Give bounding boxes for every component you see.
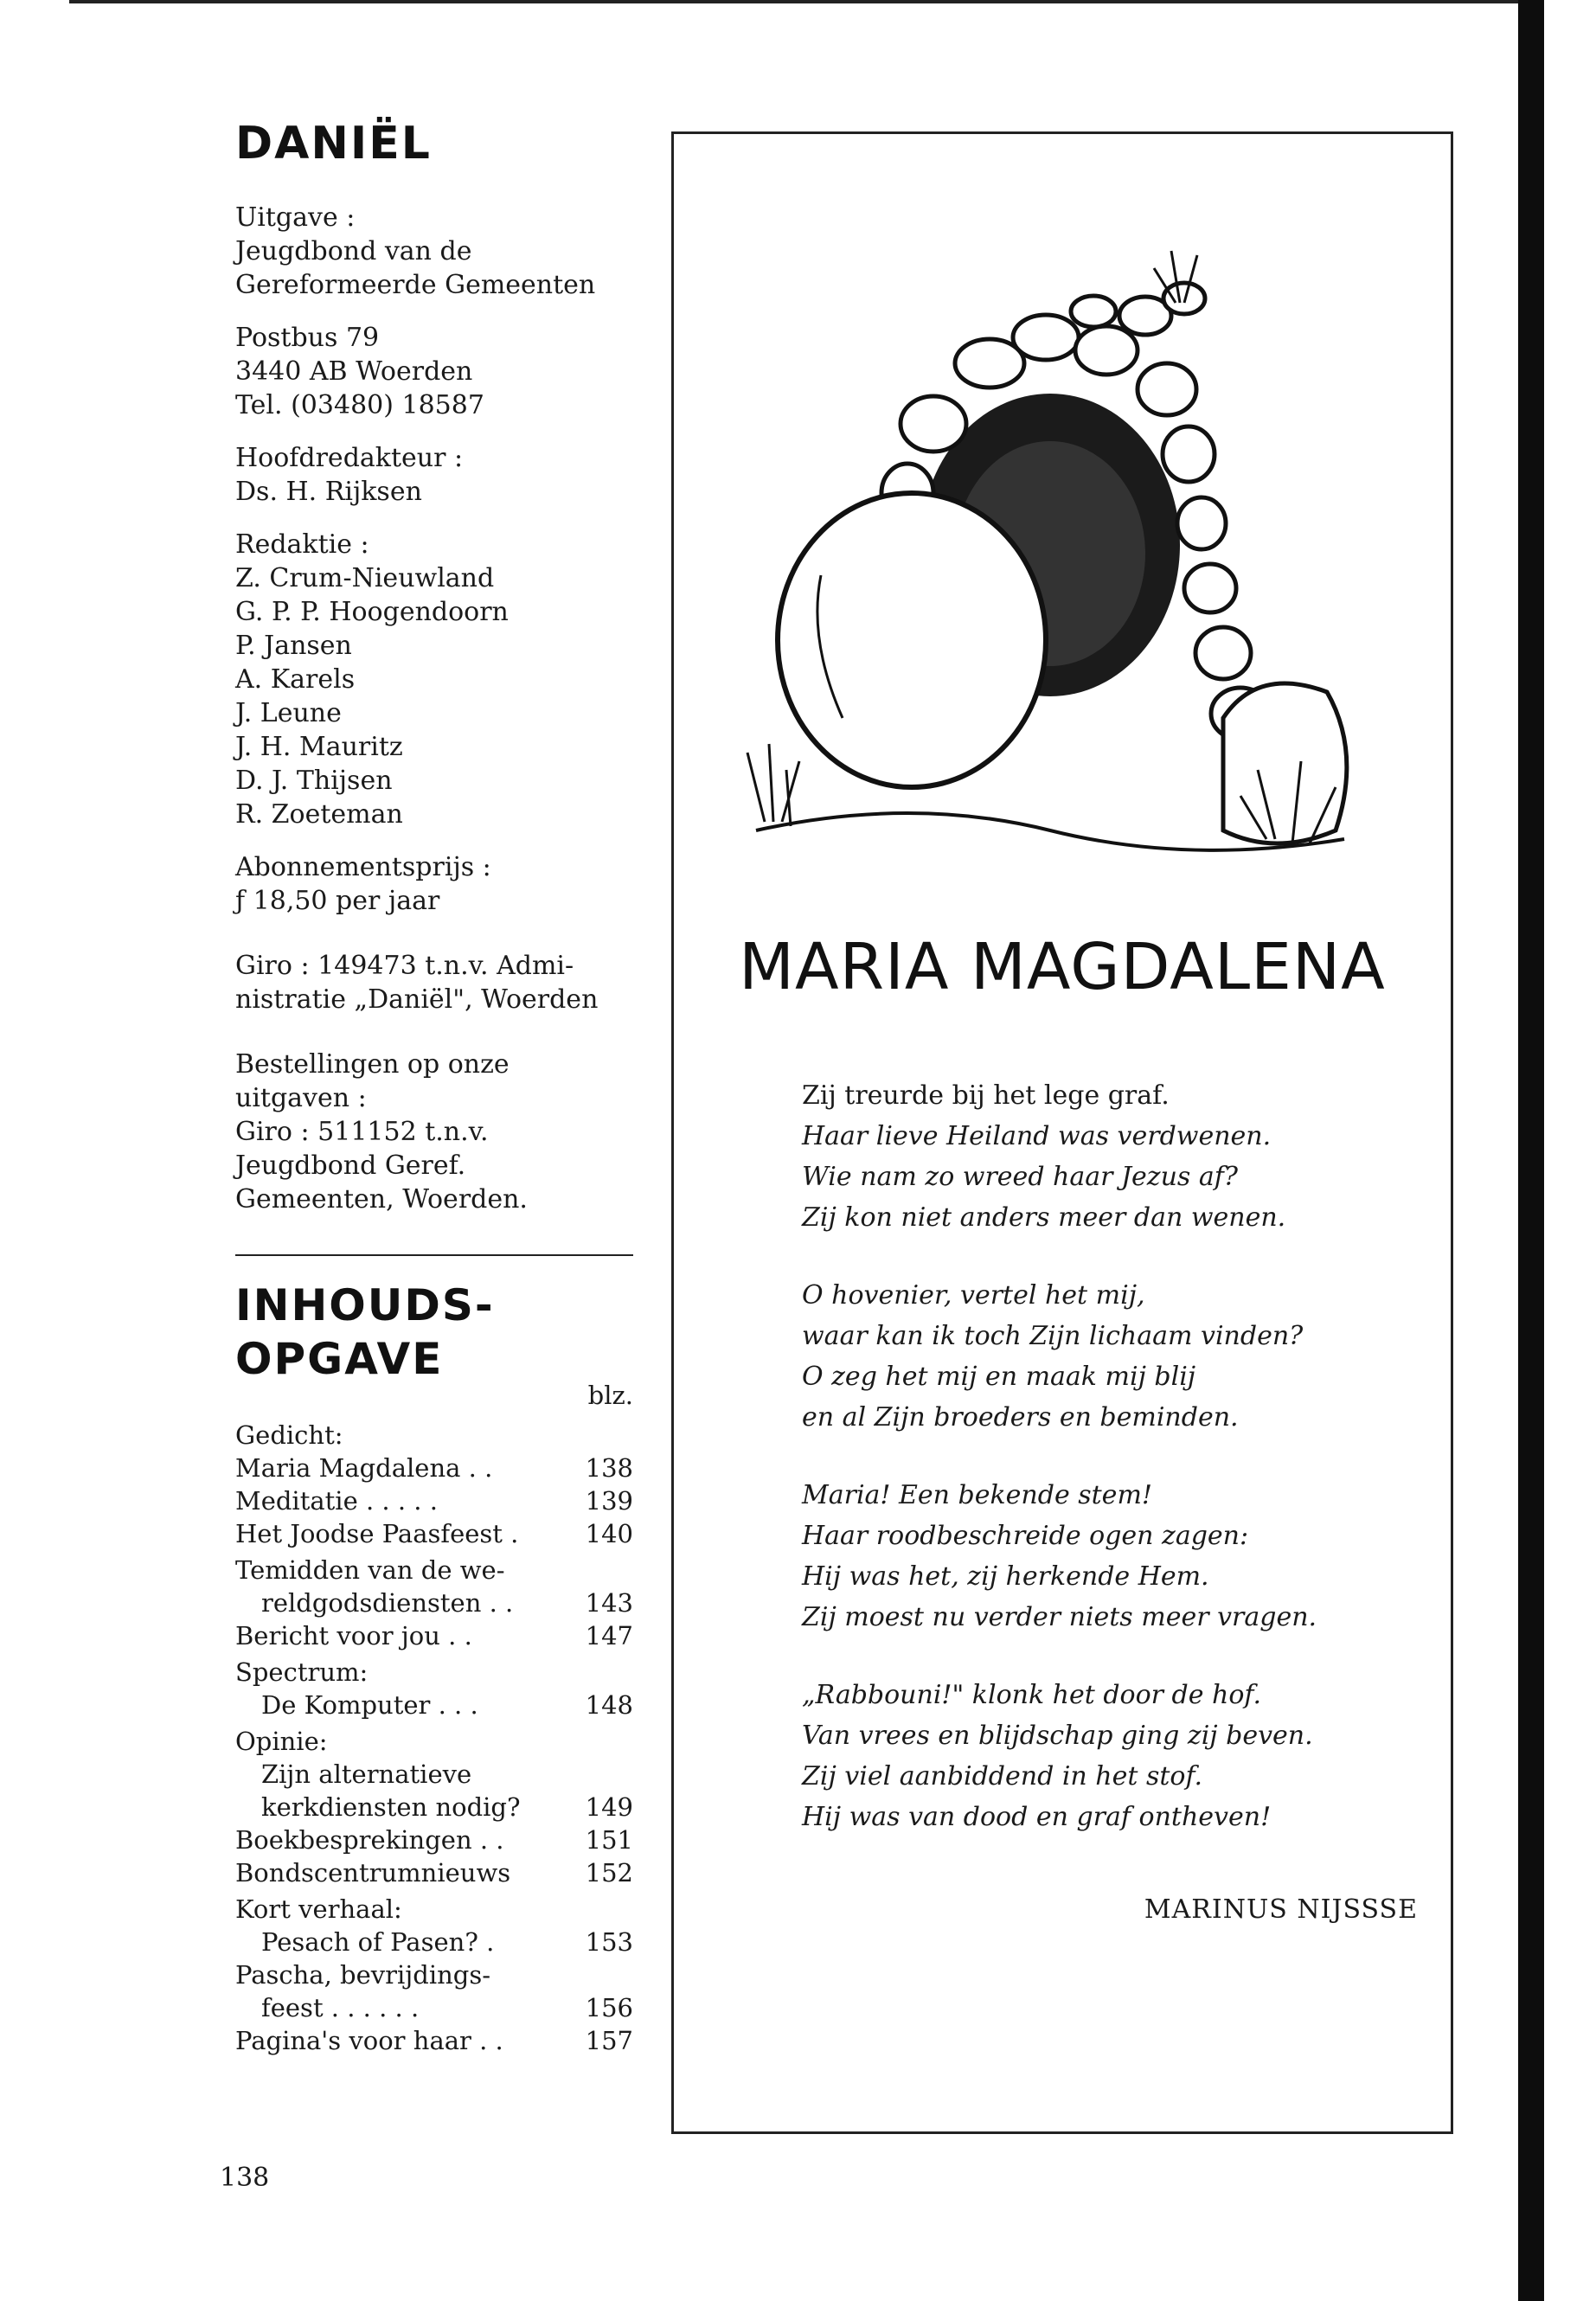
editorial-member: P. Jansen: [235, 631, 352, 661]
toc-entry: [235, 1758, 633, 1791]
poem-line: Zij treurde bij het lege graf.: [802, 1080, 1170, 1111]
orders-line: Jeugdbond Geref.: [235, 1150, 466, 1181]
toc-entry: [235, 1484, 633, 1517]
poem-stanza: [802, 1675, 1425, 1837]
editorial-member: D. J. Thijsen: [235, 766, 393, 796]
editorial-board-block: [235, 528, 633, 831]
publisher-line: Jeugdbond van de: [235, 236, 472, 266]
toc-entry: [235, 1823, 633, 1856]
toc-entry: [235, 1619, 633, 1652]
editor-in-chief-name: Ds. H. Rijksen: [235, 477, 422, 507]
poem-line: Hij was van dood en graf ontheven!: [802, 1802, 1272, 1832]
poem-line: Zij moest nu verder niets meer vragen.: [802, 1602, 1317, 1632]
orders-line: Giro : 511152 t.n.v.: [235, 1117, 489, 1147]
toc-group: [235, 2024, 633, 2057]
empty-tomb-illustration-icon: [739, 234, 1353, 908]
toc-entry-title: Pagina's voor haar . .: [235, 2026, 503, 2055]
toc-heading: Kort verhaal:: [235, 1894, 402, 1924]
toc-entry: [235, 1452, 633, 1484]
toc-entry-page: 151: [585, 1825, 633, 1855]
toc-entry-title: Meditatie . . . . .: [235, 1486, 438, 1516]
poem-line: Maria! Een bekende stem!: [802, 1480, 1152, 1510]
editorial-member: G. P. P. Hoogendoorn: [235, 597, 509, 627]
toc-group: [235, 1554, 633, 1619]
poem-line: Van vrees en blijdschap ging zij beven.: [802, 1721, 1313, 1751]
orders-line: uitgaven :: [235, 1083, 367, 1113]
poem-line: O zeg het mij en maak mij blij: [802, 1362, 1196, 1392]
editorial-member: R. Zoeteman: [235, 799, 403, 830]
address-block: [235, 321, 633, 422]
toc-entry: [235, 1791, 633, 1823]
editorial-member: J. Leune: [235, 698, 342, 728]
toc-entry-title: Maria Magdalena . .: [235, 1453, 493, 1483]
toc-entry-title: Bondscentrumnieuws: [235, 1858, 511, 1888]
section-divider: [235, 1254, 633, 1256]
address-line: Postbus 79: [235, 323, 380, 353]
poem-line: Haar roodbeschreide ogen zagen:: [802, 1521, 1249, 1551]
toc-group: [235, 1484, 633, 1550]
toc-group: [235, 1823, 633, 1889]
subscription-label: Abonnementsprijs :: [235, 852, 491, 882]
poem-stanza: [802, 1275, 1425, 1438]
editorial-label: Redaktie :: [235, 529, 369, 560]
toc-heading: Opinie:: [235, 1727, 328, 1756]
toc-entry: [235, 1586, 633, 1619]
orders-block: [235, 1048, 633, 1216]
giro-line: nistratie „Daniël", Woerden: [235, 984, 599, 1015]
poem-line: „Rabbouni!" klonk het door de hof.: [802, 1680, 1261, 1710]
publisher-block: [235, 201, 633, 302]
address-line: Tel. (03480) 18587: [235, 390, 484, 420]
scan-edge-shadow: [1518, 0, 1544, 2301]
poem-line: en al Zijn broeders en beminden.: [802, 1402, 1239, 1433]
toc-title: [235, 1279, 633, 1386]
subscription-block: [235, 850, 633, 918]
toc-entry-title: De Komputer . . .: [261, 1690, 478, 1720]
toc-heading: Temidden van de we-: [235, 1555, 505, 1585]
toc-entry-title: Zijn alternatieve: [261, 1759, 472, 1789]
toc-entry-title: Pesach of Pasen? .: [261, 1927, 495, 1957]
toc-entry: [235, 1517, 633, 1550]
poem-line: waar kan ik toch Zijn lichaam vinden?: [802, 1321, 1304, 1351]
page-number: 138: [220, 2163, 270, 2193]
toc-entry-page: 143: [585, 1588, 633, 1618]
toc-heading: Gedicht:: [235, 1420, 343, 1450]
toc-entry-page: 148: [585, 1690, 633, 1720]
top-border-rule: [69, 0, 1522, 3]
giro-block: [235, 949, 633, 1016]
toc-entry-page: 152: [585, 1858, 633, 1888]
poem-line: Wie nam zo wreed haar Jezus af?: [802, 1162, 1238, 1192]
toc-entry-page: 147: [585, 1621, 633, 1650]
orders-line: Gemeenten, Woerden.: [235, 1184, 528, 1215]
address-line: 3440 AB Woerden: [235, 356, 473, 387]
toc-entry-page: 139: [585, 1486, 633, 1516]
poem-stanza: [802, 1475, 1425, 1638]
poem-line: Hij was het, zij herkende Hem.: [802, 1561, 1209, 1592]
toc-entry-page: 140: [585, 1519, 633, 1548]
subscription-price: ƒ 18,50 per jaar: [235, 886, 440, 916]
toc-group: [235, 1725, 633, 1823]
toc-entry: [235, 1926, 633, 1958]
editorial-member: A. Karels: [235, 664, 356, 695]
toc-heading: Pascha, bevrijdings-: [235, 1960, 491, 1990]
toc-entry-title: Het Joodse Paasfeest .: [235, 1519, 519, 1548]
toc-entry-page: 153: [585, 1927, 633, 1957]
toc-page-column-label: blz.: [587, 1381, 633, 1410]
table-of-contents: [235, 1419, 633, 2057]
toc-entry: [235, 2024, 633, 2057]
poem-frame: [671, 131, 1453, 2134]
poem-line: Zij kon niet anders meer dan wenen.: [802, 1202, 1286, 1233]
editorial-member: Z. Crum-Nieuwland: [235, 563, 495, 593]
toc-entry-title: Bericht voor jou . .: [235, 1621, 472, 1650]
poem-line: Haar lieve Heiland was verdwenen.: [802, 1121, 1272, 1151]
toc-entry-page: 138: [585, 1453, 633, 1483]
editor-in-chief-label: Hoofdredakteur :: [235, 443, 464, 473]
poem-body: [802, 1075, 1425, 1875]
toc-group: [235, 1893, 633, 1958]
colophon-column: [235, 118, 633, 2057]
toc-entry-page: 157: [585, 2026, 633, 2055]
toc-group: [235, 1619, 633, 1652]
toc-entry-page: 149: [585, 1792, 633, 1822]
poem-title: MARIA MAGDALENA: [739, 930, 1386, 1004]
toc-title-line: INHOUDS-: [235, 1280, 495, 1330]
toc-group: [235, 1958, 633, 2024]
toc-entry-title: feest . . . . . .: [261, 1993, 420, 2022]
toc-title-line: OPGAVE: [235, 1334, 444, 1384]
toc-group: [235, 1419, 633, 1484]
magazine-title: DANIËL: [235, 118, 432, 170]
poem-stanza: [802, 1075, 1425, 1238]
editor-in-chief-block: [235, 441, 633, 509]
editorial-member: J. H. Mauritz: [235, 732, 403, 762]
poem-author: MARINUS NIJSSSE: [1144, 1894, 1418, 1925]
toc-group: [235, 1656, 633, 1721]
toc-entry: [235, 1856, 633, 1889]
toc-entry-title: Boekbesprekingen . .: [235, 1825, 504, 1855]
toc-entry: [235, 1689, 633, 1721]
poem-line: Zij viel aanbiddend in het stof.: [802, 1761, 1203, 1791]
toc-heading: Spectrum:: [235, 1657, 369, 1687]
giro-line: Giro : 149473 t.n.v. Admi-: [235, 951, 574, 981]
poem-line: O hovenier, vertel het mij,: [802, 1280, 1145, 1311]
toc-entry-title: reldgodsdiensten . .: [261, 1588, 514, 1618]
toc-entry: [235, 1991, 633, 2024]
publisher-line: Gereformeerde Gemeenten: [235, 270, 596, 300]
toc-entry-title: kerkdiensten nodig?: [261, 1792, 521, 1822]
toc-entry-page: 156: [585, 1993, 633, 2022]
orders-line: Bestellingen op onze: [235, 1049, 510, 1080]
publisher-label: Uitgave :: [235, 202, 356, 233]
